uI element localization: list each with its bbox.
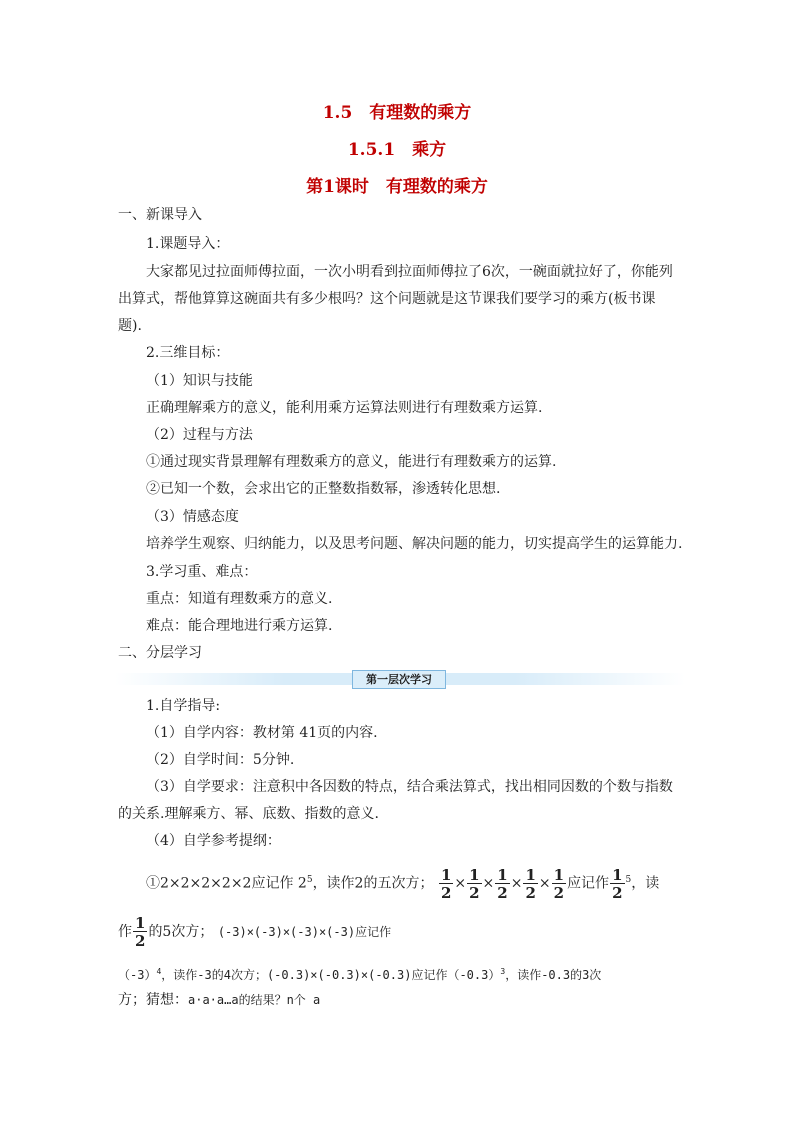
goal1-label: （1）知识与技能 [146,373,253,389]
period-title: 第1课时 有理数的乘方 [306,177,488,197]
self-study-content: （1）自学内容：教材第 41页的内容. [146,725,378,741]
math-line-3 [118,962,601,985]
fraction-half: $\frac{1}{2}$ [497,865,508,902]
difficulty-point: 难点：能合理地进行乘方运算. [146,618,333,634]
fraction-half: $\frac{1}{2}$ [612,865,623,902]
self-study-time: （2）自学时间：5分钟. [146,752,295,768]
lesson-title: 1.5 有理数的乘方 [322,103,472,123]
math-text-c: 应记作 [567,875,610,892]
section2-heading: 二、分层学习 [118,645,202,661]
math-text-d: ，读 [631,875,660,892]
level-banner: 第一层次学习 [352,670,446,689]
key-point: 重点：知道有理数乘方的意义. [146,591,333,607]
times-sign: × [510,875,523,892]
self-study-guide-label: 1.自学指导: [146,698,221,714]
exponent: 5 [306,875,313,885]
math-text-f: 的5次方； [148,924,214,940]
fraction-half: $\frac{1}{2}$ [440,865,452,902]
math-line-1 [146,858,659,902]
self-study-requirement-line1: （3）自学要求：注意积中各因数的特点，结合乘法算式，找出相同因数的个数与指数 [146,779,673,795]
goal2-text1: ①通过现实背景理解有理数乘方的意义，能进行有理数乘方的运算. [146,454,557,470]
goal2-text2: ②已知一个数，会求出它的正整数指数幂，渗透转化思想. [146,481,501,497]
topic-intro-label: 1.课题导入： [146,236,230,252]
goal3-label: （3）情感态度 [146,509,239,525]
math-text-g: (-3)×(-3)×(-3)×(-3)应记作 [217,925,392,939]
goals-label: 2.三维目标： [146,345,230,361]
goal1-text: 正确理解乘方的意义，能利用乘方运算法则进行有理数乘方运算. [146,400,543,416]
math-line-2 [118,910,391,954]
goal3-text: 培养学生观察、归纳能力，以及思考问题、解决问题的能力，切实提高学生的运算能力. [146,536,683,552]
math-text-i: ，读作-3的4次方；(-0.3)×(-0.3)×(-0.3)应记作（-0.3） [161,968,501,982]
times-sign: × [482,875,495,892]
intro-text-line3: 题). [118,318,142,334]
exponent: 5 [625,875,632,885]
intro-text-line2: 出算式，帮他算算这碗面共有多少根吗？这个问题就是这节课我们要学习的乘方(板书课 [118,291,656,307]
times-sign: × [454,875,467,892]
section-title: 1.5.1 乘方 [347,140,447,160]
self-study-requirement-line2: 的关系.理解乘方、幂、底数、指数的意义. [118,806,379,822]
math-line-4 [118,990,320,1010]
math-text-j: ，读作-0.3的3次 [505,968,602,982]
fraction-half: $\frac{1}{2}$ [525,865,536,902]
fraction-half: $\frac{1}{2}$ [469,865,480,902]
outline-label: （4）自学参考提纲： [146,833,281,849]
exponent: 3 [500,967,506,976]
key-points-label: 3.学习重、难点： [146,564,258,580]
math-text-h: （-3） [118,968,157,982]
exponent: 4 [156,967,162,976]
math-text-k: 方；猜想： [118,992,188,1008]
intro-text-line1: 大家都见过拉面师傅拉面，一次小明看到拉面师傅拉了6次，一碗面就拉好了，你能列 [146,264,673,280]
math-text-b: ，读作2的五次方； [312,875,434,892]
times-sign: × [538,875,551,892]
section1-heading: 一、新课导入 [118,207,202,223]
fraction-half: $\frac{1}{2}$ [553,865,565,902]
math-text-l: a·a·a…a的结果？n个 a [188,993,321,1007]
goal2-label: （2）过程与方法 [146,427,253,443]
math-text-a: ①2×2×2×2×2应记作 2 [146,875,307,892]
fraction-half: $\frac{1}{2}$ [135,914,146,950]
math-text-e: 作 [118,924,132,940]
